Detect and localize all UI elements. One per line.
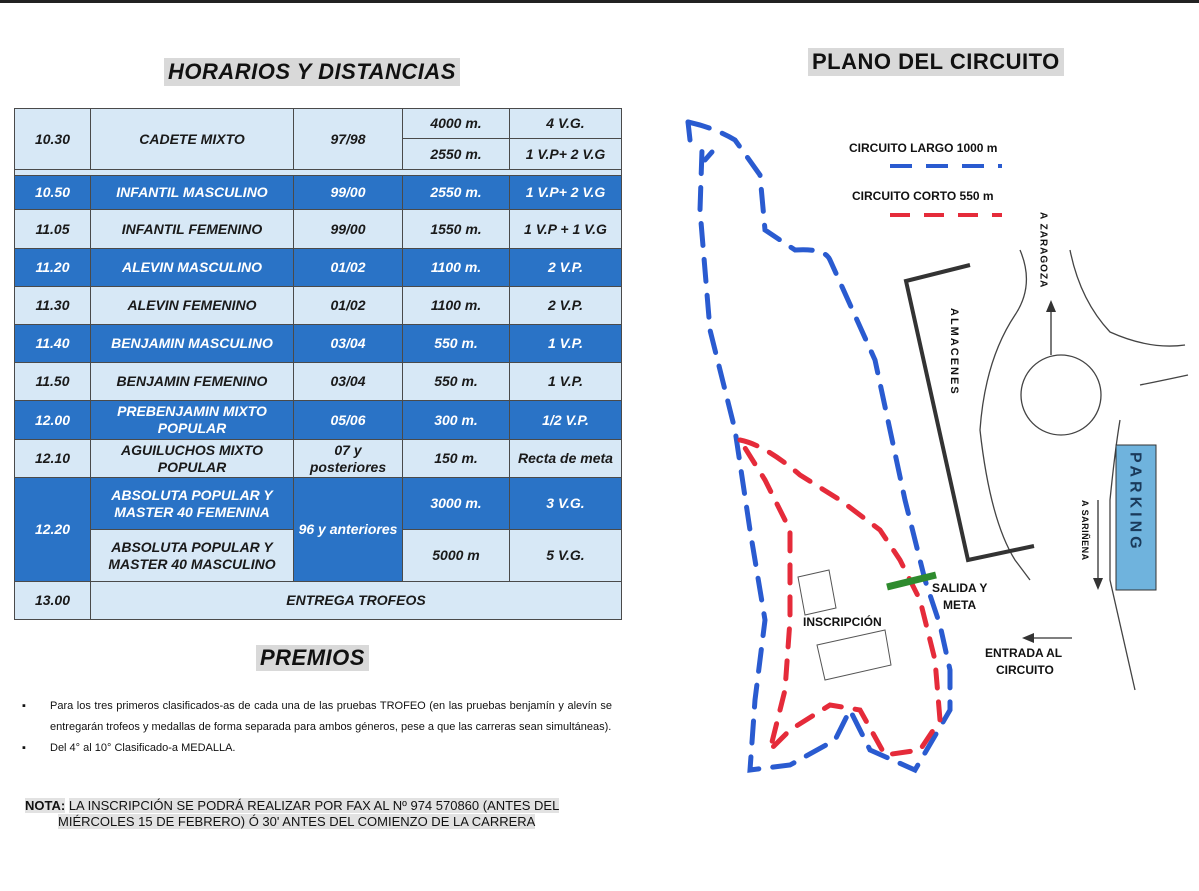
entrance-label-2: CIRCUITO bbox=[996, 663, 1054, 677]
prize-text: Para los tres primeros clasificados-as de cada una de las pruebas TROFEO (en las pruebas benjamín y alevín se entregarán trofeos y medallas de forma separada para ambos géneros, pese a que las carreras sean simultáneas). bbox=[50, 700, 612, 733]
row-birth-years: 99/00 bbox=[294, 210, 403, 249]
row-category: AGUILUCHOS MIXTO POPULAR bbox=[91, 440, 294, 478]
row-laps: 1 V.P. bbox=[510, 325, 622, 363]
row-category: BENJAMIN FEMENINO bbox=[91, 363, 294, 401]
road-curve bbox=[1140, 375, 1188, 385]
road-curve bbox=[980, 250, 1030, 580]
note-line-2: MIÉRCOLES 15 DE FEBRERO) Ó 30' ANTES DEL COMIENZO DE LA CARRERA bbox=[58, 814, 536, 829]
list-item bbox=[22, 738, 612, 759]
long-circuit-path bbox=[688, 122, 950, 770]
row-laps: 2 V.P. bbox=[510, 287, 622, 325]
row-birth-years: 03/04 bbox=[294, 363, 403, 401]
map-title: PLANO DEL CIRCUITO bbox=[808, 48, 1064, 76]
row-distance: 1550 m. bbox=[403, 210, 510, 249]
row-distance: 2550 m. bbox=[403, 176, 510, 210]
arrow-down-icon bbox=[1093, 578, 1103, 590]
arrow-up-icon bbox=[1046, 300, 1056, 312]
table-row bbox=[15, 325, 622, 363]
row-time: 12.10 bbox=[15, 440, 91, 478]
row-distance: 1100 m. bbox=[403, 287, 510, 325]
row-birth-years: 99/00 bbox=[294, 176, 403, 210]
top-border-line bbox=[0, 0, 1199, 3]
entrance-label-1: ENTRADA AL bbox=[985, 646, 1063, 660]
start-finish-label-1: SALIDA Y bbox=[932, 581, 988, 595]
row-birth-years: 97/98 bbox=[294, 109, 403, 170]
row-laps: 4 V.G. bbox=[510, 109, 622, 139]
table-row bbox=[15, 363, 622, 401]
row-time: 12.00 bbox=[15, 401, 91, 440]
table-row bbox=[15, 440, 622, 478]
row-category: ALEVIN MASCULINO bbox=[91, 249, 294, 287]
row-time: 12.20 bbox=[15, 478, 91, 582]
row-laps: 5 V.G. bbox=[510, 530, 622, 582]
row-birth-years: 05/06 bbox=[294, 401, 403, 440]
parking-label: PARKING bbox=[1126, 452, 1144, 553]
row-event: ENTREGA TROFEOS bbox=[91, 582, 622, 620]
legend-short-label: CIRCUITO CORTO 550 m bbox=[852, 189, 994, 203]
sarinena-label: A SARIÑENA bbox=[1080, 500, 1090, 561]
roundabout bbox=[1021, 355, 1101, 435]
row-time: 11.20 bbox=[15, 249, 91, 287]
arrow-left-icon bbox=[1022, 633, 1034, 643]
prizes-list bbox=[22, 696, 612, 759]
row-category: INFANTIL MASCULINO bbox=[91, 176, 294, 210]
row-laps: 1 V.P+ 2 V.G bbox=[510, 139, 622, 170]
row-distance: 150 m. bbox=[403, 440, 510, 478]
row-time: 11.30 bbox=[15, 287, 91, 325]
row-birth-years: 03/04 bbox=[294, 325, 403, 363]
row-distance: 1100 m. bbox=[403, 249, 510, 287]
row-time: 11.50 bbox=[15, 363, 91, 401]
row-category: BENJAMIN MASCULINO bbox=[91, 325, 294, 363]
warehouse-wall bbox=[906, 265, 1034, 560]
row-laps: 1 V.P + 1 V.G bbox=[510, 210, 622, 249]
table-row bbox=[15, 478, 622, 530]
row-laps: 1 V.P. bbox=[510, 363, 622, 401]
row-category: INFANTIL FEMENINO bbox=[91, 210, 294, 249]
table-row bbox=[15, 176, 622, 210]
row-distance: 2550 m. bbox=[403, 139, 510, 170]
prize-text: Del 4° al 10° Clasificado-a MEDALLA. bbox=[50, 742, 236, 754]
note-label: NOTA: bbox=[25, 798, 66, 813]
table-row bbox=[15, 210, 622, 249]
row-distance: 300 m. bbox=[403, 401, 510, 440]
row-birth-years: 01/02 bbox=[294, 249, 403, 287]
table-row bbox=[15, 287, 622, 325]
row-category: ABSOLUTA POPULAR Y MASTER 40 FEMENINA bbox=[91, 478, 294, 530]
row-time: 10.30 bbox=[15, 109, 91, 170]
row-category: ALEVIN FEMENINO bbox=[91, 287, 294, 325]
row-distance: 550 m. bbox=[403, 363, 510, 401]
schedule-table bbox=[14, 108, 622, 620]
road-curve bbox=[1070, 250, 1185, 346]
row-birth-years: 96 y anteriores bbox=[294, 478, 403, 582]
table-row bbox=[15, 582, 622, 620]
row-distance: 4000 m. bbox=[403, 109, 510, 139]
table-row bbox=[15, 109, 622, 139]
legend-long-label: CIRCUITO LARGO 1000 m bbox=[849, 141, 998, 155]
circuit-map bbox=[640, 100, 1190, 790]
row-time: 13.00 bbox=[15, 582, 91, 620]
row-laps: 1 V.P+ 2 V.G bbox=[510, 176, 622, 210]
row-birth-years: 07 y posteriores bbox=[294, 440, 403, 478]
row-laps: Recta de meta bbox=[510, 440, 622, 478]
registration-label: INSCRIPCIÓN bbox=[803, 615, 882, 629]
zaragoza-label: A ZARAGOZA bbox=[1037, 212, 1049, 289]
row-laps: 3 V.G. bbox=[510, 478, 622, 530]
start-finish-label-2: META bbox=[943, 598, 977, 612]
short-circuit-path bbox=[740, 440, 940, 755]
row-laps: 1/2 V.P. bbox=[510, 401, 622, 440]
warehouses-label: ALMACENES bbox=[948, 308, 960, 396]
row-category: ABSOLUTA POPULAR Y MASTER 40 MASCULINO bbox=[91, 530, 294, 582]
row-distance: 5000 m bbox=[403, 530, 510, 582]
building bbox=[798, 570, 836, 615]
row-time: 11.40 bbox=[15, 325, 91, 363]
row-time: 11.05 bbox=[15, 210, 91, 249]
table-row bbox=[15, 401, 622, 440]
bullet-icon: ▪ bbox=[22, 742, 26, 754]
bullet-icon: ▪ bbox=[22, 700, 26, 712]
row-time: 10.50 bbox=[15, 176, 91, 210]
row-category: PREBENJAMIN MIXTO POPULAR bbox=[91, 401, 294, 440]
row-distance: 3000 m. bbox=[403, 478, 510, 530]
row-category: CADETE MIXTO bbox=[91, 109, 294, 170]
note-line-1: LA INSCRIPCIÓN SE PODRÁ REALIZAR POR FAX AL Nº 974 570860 (ANTES DEL bbox=[68, 798, 560, 813]
building bbox=[817, 630, 891, 680]
table-row bbox=[15, 249, 622, 287]
schedule-title: HORARIOS Y DISTANCIAS bbox=[164, 58, 460, 86]
prizes-title: PREMIOS bbox=[256, 645, 369, 671]
row-distance: 550 m. bbox=[403, 325, 510, 363]
list-item bbox=[22, 696, 612, 738]
registration-note bbox=[25, 798, 595, 830]
row-laps: 2 V.P. bbox=[510, 249, 622, 287]
row-birth-years: 01/02 bbox=[294, 287, 403, 325]
